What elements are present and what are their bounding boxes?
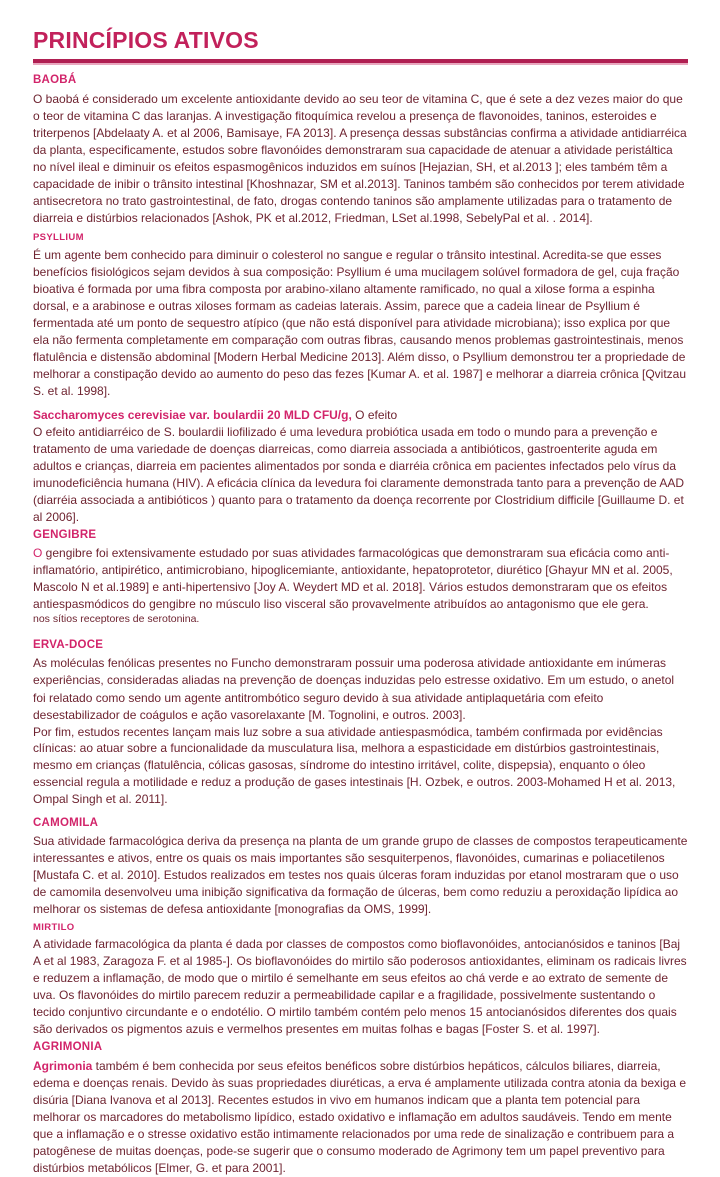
gengibre-paragraph-rest: gengibre foi extensivamente estudado por suas atividades farmacológicas que demonstraram sua eficácia como anti-inflamatório, antipirético, antimicrobiano, hipoglicemiante, antioxidante, hepatoprotetor, diurético [Ghayur MN et al. 2005, Mascolo N et al.1989] e anti-hipertensivo [Joy A. Weydert MD et al. 2018]. Vários estudos demonstraram que os efeitos antiespasmódicos do gengibre no músculo liso visceral são provavelmente atribuídos ao antagonismo que ele gera. [33, 545, 673, 611]
section-footnote-gengibre: nos sítios receptores de serotonina. [33, 613, 200, 625]
agrimonia-lead-word: Agrimonia [33, 1058, 93, 1073]
section-erva-doce [33, 639, 688, 808]
section-heading-psyllium: PSYLLIUM [33, 232, 84, 244]
section-heading-mirtilo: MIRTILO [33, 921, 75, 933]
section-psyllium [33, 232, 688, 400]
section-paragraph-erva-doce-2: Por fim, estudos recentes lançam mais luz sobre a sua atividade antiespasmódica, também confirmada por evidências clínicas: ao atuar sobre a funcionalidade da musculatura lisa, melhora a espasticidade em distúrbios gastrointestinais, mesmo em crianças (flatulência, cólicas gasosas, síndrome do intestino irritável, colite, dispepsia), enquanto o óleo essencial regula a motilidade e reduz a produção de gases intestinais [H. Ozbek, e outros. 2003-Mohamed H et al. 2013, Ompal Singh et al. 2011]. [33, 724, 676, 806]
section-heading-gengibre: GENGIBRE [33, 529, 97, 542]
section-paragraph-camomila: Sua atividade farmacológica deriva da presença na planta de um grande grupo de classes de compostos terapeuticamente interessantes e ativos, entre os quais os mais importantes são sesquiterpenos, flavonóides, cumarinas e poliacetilenos [Mustafa C. et al. 2010]. Estudos realizados em testes nos quais úlceras foram induzidas por etanol mostraram que o uso de camomila desenvolveu uma inibição significativa da formação de úlceras, bem como reduziu a peroxidação lipídica ao melhorar os sistemas de defesa antioxidante [monografias da OMS, 1999]. [33, 834, 688, 917]
section-paragraph-baoba: O baobá é considerado um excelente antioxidante devido ao seu teor de vitamina C, que é sete a dez vezes maior do que o teor de vitamina C das laranjas. A investigação fitoquímica revelou a presença de flavonoides, taninos, esteroides e triterpenos [Abdelaaty A. et al 2006, Bamisaye, FA 2013]. A presença dessas substâncias confirma a atividade antidiarréica da planta, especificamente, estudos sobre flavonóides demonstraram sua capacidade de atenuar a atividade peristáltica no nível ileal e diminuir os efeitos espasmogênicos induzidos em suínos [Hejazian, SH, et al.2013 ]; eles também têm a capacidade de inibir o trânsito intestinal [Khoshnazar, SM et al.2013]. Taninos também são conhecidos por terem atividade antisecretora no trato gastrointestinal, de fato, drogas contendo taninos são amplamente utilizadas para o tratamento de diarreia e distúrbios relacionados [Ashok, PK et al.2012, Friedman, LSet al.1998, SebelyPal et al. . 2014]. [33, 91, 687, 226]
section-heading-camomila: CAMOMILA [33, 816, 99, 829]
section-heading-erva-doce: ERVA-DOCE [33, 638, 104, 651]
section-paragraph-erva-doce-1: As moléculas fenólicas presentes no Funcho demonstraram possuir uma poderosa atividade antioxidante em inúmeras experiências, consideradas aliadas na prevenção de doenças induzidas pelo estresse oxidativo. Em um estudo, o anetol foi relatado como sendo um agente antitrombótico seguro devido à sua atividade antiplaquetária com efeito desestabilizador de coágulos e ação vasorelaxante [M. Tognolini, e outros. 2003]. [33, 656, 675, 722]
gengibre-lead-char: O [33, 545, 43, 560]
section-agrimonia [33, 1041, 688, 1177]
section-paragraph-mirtilo: A atividade farmacológica da planta é dada por classes de compostos como bioflavonóides, antocianósidos e taninos [Baj A et al 1983, Zaragoza F. et al 1985-]. Os bioflavonóides do mirtilo são poderosos antioxidantes, eliminam os radicais livres e reduzem a inflamação, de modo que o mirtilo é semelhante em seus efeitos ao chá verde e ao extrato de semente de uva. Os flavonóides do mirtilo parecem reduzir a permeabilidade capilar e a fragilidade, possivelmente sustentando o tecido conjuntivo circundante e o endotélio. O mirtilo também contém pelo menos 15 antocianósidos diferentes dos quais são derivados os pigmentos azuis e vermelhos presentes em muitas folhas e bagas [Foster S. et al. 1997]. [33, 936, 687, 1037]
section-baoba [33, 74, 688, 227]
section-paragraph-psyllium: É um agente bem conhecido para diminuir o colesterol no sangue e regular o trânsito intestinal. Acredita-se que esses benefícios fisiológicos sejam devidos à sua composição: Psyllium é uma mucilagem solúvel formadora de gel, cuja fração bioativa é formada por uma fibra composta por arabino-xilano altamente ramificado, no qual a xilose forma a espinha dorsal, e a arabinose e outras xiloses formam as cadeias laterais. Assim, parece que a cadeia linear de Psyllium é fermentada até um ponto de sequestro atípico (que não está disponível para atividade microbiana); isso explica por que ela não fermenta completamente em comparação com outras fibras, causando menos problemas gastrointestinais, menos flatulência e distensão abdominal [Modern Herbal Medicine 2013]. Além disso, o Psyllium demonstrou ter a propriedade de melhorar a constipação devido ao aumento do peso das fezes [Kumar A. et al. 1987] e melhorar a diarreia crônica [Qvitzau S. et al. 1998]. [33, 247, 687, 398]
document-content [33, 28, 688, 1177]
section-heading-agrimonia: AGRIMONIA [33, 1041, 103, 1054]
section-gengibre [33, 529, 688, 627]
section-camomila [33, 817, 688, 919]
section-heading-saccharomyces [33, 407, 688, 424]
agrimonia-paragraph-rest: também é bem conhecida por seus efeitos benéficos sobre distúrbios hepáticos, cálculos biliares, diarreia, edema e doenças renais. Devido às suas propriedades diuréticas, a erva é amplamente utilizada contra atonia da bexiga e disúria [Diana Ivanova et al 2013]. Recentes estudos in vivo em humanos indicam que a planta tem potencial para melhorar os marcadores do metabolismo lipídico, estado oxidativo e inflamação em adultos saudáveis. Tendo em mente que a inflamação e o stresse oxidativo estão intimamente relacionados por uma rede de sinalização e contribuem para a patogênese de muitas doenças, pode-se sugerir que o consumo moderado de Agrimony tem um papel preventivo para distúrbios metabólicos [Elmer, G. et para 2001]. [33, 1058, 687, 1176]
divider-thin-band [33, 63, 688, 65]
section-heading-baoba: BAOBÁ [33, 74, 77, 87]
page-title: PRINCÍPIOS ATIVOS [33, 27, 259, 53]
title-divider [33, 59, 688, 65]
section-paragraph-gengibre [33, 545, 688, 613]
saccharomyces-strain-name: Saccharomyces cerevisiae var. boulardii 20 MLD CFU/g, [33, 407, 352, 422]
section-paragraph-agrimonia [33, 1058, 688, 1177]
section-mirtilo [33, 922, 688, 1039]
section-paragraph-saccharomyces: O efeito antidiarréico de S. boulardii liofilizado é uma levedura probiótica usada em todo o mundo para a prevenção e tratamento de uma variedade de doenças diarreicas, como diarreia associada a antibióticos, gastroenterite aguda em adultos e crianças, diarreia em pacientes alimentados por sonda e diarréia crônica em pacientes infectados pelo vírus da imunodeficiência humana (HIV). A eficácia clínica da levedura foi claramente demonstrada tanto para a prevenção de AAD (diarréia associada a antibióticos ) quanto para o tratamento da doença recorrente por Clostridium difficile [Guillaume D. et al 2006]. [33, 424, 685, 525]
section-saccharomyces [33, 407, 688, 526]
saccharomyces-heading-suffix: O efeito [351, 407, 398, 422]
